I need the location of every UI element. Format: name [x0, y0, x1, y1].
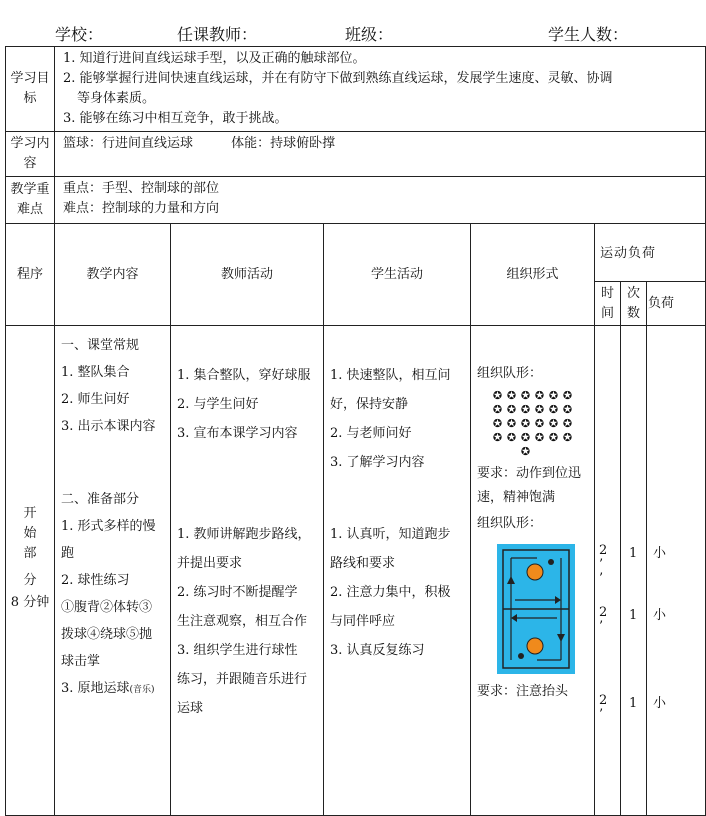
student-2-2b: 与同伴呼应 — [330, 614, 396, 629]
objective-2-cont: 等身体素质。 — [77, 91, 156, 106]
student-count-label: 学生人数： — [548, 25, 629, 44]
key-points-label: 教学重难点 — [6, 177, 55, 224]
phase-char-4: 分 — [23, 572, 37, 588]
content-2-2: 2. 球性练习 — [61, 573, 130, 588]
count-cell — [621, 326, 647, 816]
col-time: 时间 — [595, 282, 621, 326]
start-phase-row — [6, 326, 706, 816]
org-req-2: 要求：注意抬头 — [477, 684, 569, 699]
teacher-label: 任课教师： — [177, 25, 258, 44]
time-cell — [595, 326, 621, 816]
organization-cell — [471, 326, 595, 816]
time-3: 2 ’ — [599, 693, 608, 722]
objective-2: 2. 能够掌握行进间快速直线运球，并在有防守下做到熟练直线运球，发展学生速度、灵敏、协调 — [63, 71, 613, 86]
content-2-6-text: 3. 原地运球 — [61, 681, 130, 696]
intensity-cell — [647, 326, 706, 816]
teaching-content-cell — [55, 326, 171, 816]
col-organization: 组织形式 — [471, 224, 595, 326]
phase-cell — [6, 326, 55, 816]
teacher-2-1: 1. 教师讲解跑步路线， — [177, 527, 311, 542]
court-svg — [497, 544, 575, 674]
key-point: 重点：手型、控制球的部位 — [63, 181, 220, 196]
teacher-2-3c: 运球 — [177, 701, 204, 716]
content-label: 学习内容 — [6, 132, 55, 177]
teacher-1-2: 2. 与学生问好 — [177, 397, 259, 412]
content-1-3: 3. 出示本课内容 — [61, 419, 156, 434]
lesson-plan-table — [5, 46, 706, 816]
teacher-2-2: 2. 练习时不断提醒学 — [177, 585, 298, 600]
content-2-5: 球击掌 — [61, 654, 101, 669]
teacher-1-1: 1. 集合整队，穿好球服 — [177, 368, 311, 383]
content-fitness: 体能：持球俯卧撑 — [231, 136, 336, 151]
teacher-activity-cell — [171, 326, 324, 816]
col-load-text: 运动负荷 — [599, 246, 656, 261]
count-2: 1 — [629, 608, 638, 623]
content-1-2: 2. 师生问好 — [61, 392, 130, 407]
objectives-content — [55, 47, 706, 132]
org-req-1: 要求：动作到位迅速，精神饱满 — [477, 466, 582, 505]
key-points-row — [6, 177, 706, 224]
music-note: (音乐) — [129, 685, 155, 695]
student-1-2: 2. 与老师问好 — [330, 426, 412, 441]
ball-icon — [527, 638, 543, 654]
student-2-1b: 路线和要求 — [330, 556, 396, 571]
student-2-1: 1. 认真听，知道跑步 — [330, 527, 451, 542]
intensity-2: 小 — [653, 608, 667, 623]
student-formation: ✪ ✪ ✪ ✪ ✪ ✪ ✪ ✪ ✪ ✪ ✪ ✪ ✪ ✪ ✪ ✪ ✪ ✪ ✪ ✪ ✪ ✪ ✪ ✪ ✪ — [492, 389, 573, 458]
col-intensity: 负荷 — [647, 282, 706, 326]
intensity-3: 小 — [653, 696, 667, 711]
teacher-2-1b: 并提出要求 — [177, 556, 243, 571]
teacher-2-3b: 练习，并跟随音乐进行 — [177, 672, 308, 687]
org-title-2: 组织队形： — [477, 516, 543, 531]
col-procedure: 程序 — [6, 224, 55, 326]
class-label: 班级： — [345, 25, 394, 44]
difficult-point: 难点：控制球的力量和方向 — [63, 201, 220, 216]
key-points-cell — [55, 177, 706, 224]
content-2-1b: 跑 — [61, 546, 75, 561]
intensity-1: 小 — [653, 546, 667, 561]
section1-title: 一、课堂常规 — [61, 338, 140, 353]
student-1-1: 1. 快速整队，相互问 — [330, 368, 451, 383]
content-2-6 — [61, 675, 166, 704]
org-title-1: 组织队形： — [477, 366, 543, 381]
col-student: 学生活动 — [324, 224, 471, 326]
content-basketball: 篮球：行进间直线运球 — [63, 136, 194, 151]
student-1-1b: 好，保持安静 — [330, 397, 409, 412]
time-1: 2 ’ ’ — [599, 543, 608, 586]
column-header-row-1 — [6, 224, 706, 282]
phase-char-1: 开 — [23, 505, 37, 521]
col-load — [595, 224, 706, 282]
objectives-row — [6, 47, 706, 132]
ball-icon — [527, 564, 543, 580]
content-2-3: ①腹背②体转③ — [61, 600, 153, 615]
student-2-3: 3. 认真反复练习 — [330, 643, 425, 658]
col-teacher: 教师活动 — [171, 224, 324, 326]
student-1-3: 3. 了解学习内容 — [330, 455, 425, 470]
phase-char-3: 部 — [23, 545, 37, 561]
content-row — [6, 132, 706, 177]
objective-1: 1. 知道行进间直线运球手型，以及正确的触球部位。 — [63, 51, 366, 66]
content-2-1: 1. 形式多样的慢 — [61, 519, 156, 534]
phase-duration: 8 分钟 — [10, 594, 50, 610]
count-3: 1 — [629, 696, 638, 711]
student-2-2: 2. 注意力集中，积极 — [330, 585, 451, 600]
teacher-2-2b: 生注意观察，相互合作 — [177, 614, 308, 629]
student-activity-cell — [324, 326, 471, 816]
col-content: 教学内容 — [55, 224, 171, 326]
court-diagram — [497, 544, 575, 674]
school-label: 学校： — [55, 25, 104, 44]
phase-char-2: 始 — [23, 525, 37, 541]
time-2: 2 ’ — [599, 605, 608, 634]
objective-3: 3. 能够在练习中相互竞争，敢于挑战。 — [63, 111, 288, 126]
section2-title: 二、准备部分 — [61, 492, 140, 507]
teacher-1-3: 3. 宣布本课学习内容 — [177, 426, 298, 441]
content-1-1: 1. 整队集合 — [61, 365, 130, 380]
col-count: 次数 — [621, 282, 647, 326]
content-2-4: 拨球④绕球⑤抛 — [61, 627, 153, 642]
objectives-label: 学习目标 — [6, 47, 55, 132]
count-1: 1 — [629, 546, 638, 561]
teacher-2-3: 3. 组织学生进行球性 — [177, 643, 298, 658]
content-cell — [55, 132, 706, 177]
